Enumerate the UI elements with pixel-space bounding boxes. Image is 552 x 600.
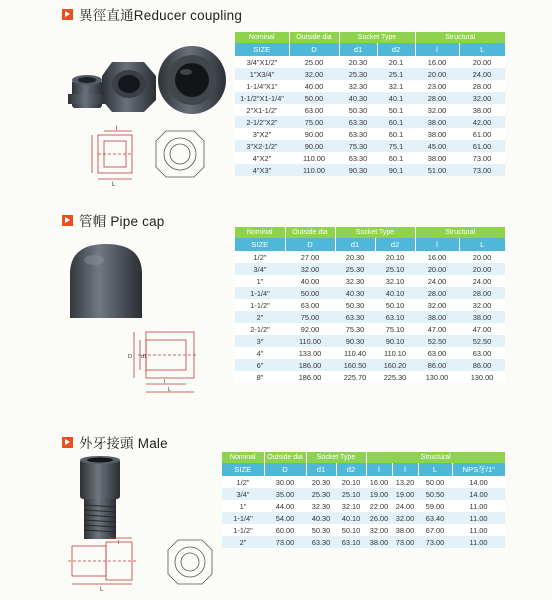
- table-row: [235, 263, 505, 275]
- male-title-row: [62, 434, 168, 450]
- value-cell: 20.00: [459, 56, 505, 68]
- value-cell: 40.30: [306, 512, 336, 524]
- male-drawing: [60, 536, 220, 592]
- value-cell: 225.30: [375, 371, 415, 383]
- value-cell: 52.50: [415, 335, 459, 347]
- cap-dim-L: L: [168, 387, 172, 393]
- value-cell: 38.00: [366, 536, 392, 548]
- table-row: [222, 512, 505, 524]
- value-cell: 63.30: [339, 128, 377, 140]
- table-row: [235, 92, 505, 104]
- header-group-cell: Structural: [415, 227, 505, 238]
- size-cell: 1-1/4": [235, 287, 285, 299]
- value-cell: 32.30: [335, 275, 375, 287]
- header-group-cell: Socket Type: [335, 227, 415, 238]
- size-cell: 3": [235, 335, 285, 347]
- table-header-group: [235, 227, 505, 238]
- value-cell: 60.00: [264, 524, 306, 536]
- reducer-title: 異徑直通Reducer coupling: [79, 8, 243, 23]
- table-row: [222, 536, 505, 548]
- value-cell: 73.00: [264, 536, 306, 548]
- reducer-photo: [60, 40, 230, 120]
- size-cell: 4"X2": [235, 152, 289, 164]
- value-cell: 32.00: [415, 104, 459, 116]
- table-row: [235, 164, 505, 176]
- value-cell: 40.00: [289, 80, 339, 92]
- value-cell: 63.30: [339, 116, 377, 128]
- table-row: [235, 347, 505, 359]
- value-cell: 38.00: [459, 104, 505, 116]
- header-group-cell: Nominal: [235, 32, 289, 43]
- value-cell: 54.00: [264, 512, 306, 524]
- value-cell: 90.1: [377, 164, 415, 176]
- value-cell: 32.30: [339, 80, 377, 92]
- table-row: [235, 116, 505, 128]
- value-cell: 32.1: [377, 80, 415, 92]
- cap-photo: [64, 240, 149, 320]
- table-row: [235, 128, 505, 140]
- size-cell: 3/4": [235, 263, 285, 275]
- value-cell: 38.00: [392, 524, 418, 536]
- value-cell: 28.00: [415, 287, 459, 299]
- value-cell: 73.00: [459, 164, 505, 176]
- value-cell: 11.00: [452, 512, 505, 524]
- value-cell: 52.50: [459, 335, 505, 347]
- value-cell: 86.00: [459, 359, 505, 371]
- value-cell: 22.00: [366, 500, 392, 512]
- value-cell: 28.00: [459, 80, 505, 92]
- value-cell: 35.00: [264, 488, 306, 500]
- value-cell: 25.30: [335, 263, 375, 275]
- size-cell: 4": [235, 347, 285, 359]
- header-group-cell: Outside dia: [264, 452, 306, 463]
- play-marker-icon: [62, 215, 73, 226]
- value-cell: 11.00: [452, 536, 505, 548]
- value-cell: 50.10: [336, 524, 366, 536]
- value-cell: 44.00: [264, 500, 306, 512]
- value-cell: 20.10: [375, 251, 415, 263]
- column-header: D: [285, 238, 335, 251]
- column-header: SIZE: [222, 463, 264, 476]
- value-cell: 63.40: [418, 512, 452, 524]
- value-cell: 20.00: [415, 263, 459, 275]
- value-cell: 60.1: [377, 116, 415, 128]
- value-cell: 11.00: [452, 524, 505, 536]
- value-cell: 186.00: [285, 359, 335, 371]
- value-cell: 63.00: [289, 104, 339, 116]
- value-cell: 90.30: [335, 335, 375, 347]
- value-cell: 75.00: [289, 116, 339, 128]
- column-header: l: [415, 43, 459, 56]
- value-cell: 28.00: [459, 287, 505, 299]
- table-row: [235, 287, 505, 299]
- male-photo: [70, 455, 130, 543]
- size-cell: 2-1/2": [235, 323, 285, 335]
- reducer-dim-l: l: [116, 126, 118, 132]
- reducer-title-row: [62, 6, 242, 22]
- value-cell: 75.00: [285, 311, 335, 323]
- value-cell: 25.30: [339, 68, 377, 80]
- column-header: d1: [335, 238, 375, 251]
- header-group-cell: Nominal: [235, 227, 285, 238]
- value-cell: 50.00: [285, 287, 335, 299]
- size-cell: 1": [235, 275, 285, 287]
- size-cell: 1-1/4": [222, 512, 264, 524]
- value-cell: 11.00: [452, 500, 505, 512]
- value-cell: 19.00: [366, 488, 392, 500]
- value-cell: 38.00: [415, 152, 459, 164]
- value-cell: 67.00: [418, 524, 452, 536]
- table-row: [235, 80, 505, 92]
- column-header: l: [366, 463, 392, 476]
- value-cell: 92.00: [285, 323, 335, 335]
- table-row: [235, 152, 505, 164]
- table-row: [235, 104, 505, 116]
- size-cell: 3"X2-1/2": [235, 140, 289, 152]
- value-cell: 32.00: [415, 299, 459, 311]
- value-cell: 63.10: [375, 311, 415, 323]
- value-cell: 40.1: [377, 92, 415, 104]
- cap-title: 管帽 Pipe cap: [79, 214, 165, 229]
- header-group-cell: Structural: [366, 452, 505, 463]
- column-header: D: [289, 43, 339, 56]
- value-cell: 16.00: [415, 56, 459, 68]
- size-cell: 4"X3": [235, 164, 289, 176]
- table-header: [235, 238, 505, 251]
- cap-title-row: [62, 212, 165, 228]
- value-cell: 20.30: [306, 476, 336, 488]
- value-cell: 63.30: [339, 152, 377, 164]
- value-cell: 24.00: [459, 275, 505, 287]
- header-group-cell: Socket Type: [339, 32, 415, 43]
- value-cell: 47.00: [415, 323, 459, 335]
- table-row: [235, 251, 505, 263]
- table-row: [235, 371, 505, 383]
- size-cell: 1": [222, 500, 264, 512]
- header-group-cell: Structural: [415, 32, 505, 43]
- male-title: 外牙接頭 Male: [79, 436, 168, 451]
- value-cell: 59.00: [418, 500, 452, 512]
- value-cell: 25.1: [377, 68, 415, 80]
- value-cell: 40.10: [336, 512, 366, 524]
- value-cell: 40.30: [335, 287, 375, 299]
- value-cell: 160.20: [375, 359, 415, 371]
- value-cell: 20.00: [415, 68, 459, 80]
- value-cell: 90.30: [339, 164, 377, 176]
- size-cell: 3/4"X1/2": [235, 56, 289, 68]
- value-cell: 63.30: [335, 311, 375, 323]
- cap-dim-l: l: [164, 379, 166, 385]
- value-cell: 20.00: [459, 251, 505, 263]
- value-cell: 20.30: [339, 56, 377, 68]
- value-cell: 73.00: [459, 152, 505, 164]
- value-cell: 90.00: [289, 140, 339, 152]
- size-cell: 6": [235, 359, 285, 371]
- table-row: [235, 359, 505, 371]
- male-dim-L: L: [100, 587, 104, 592]
- size-cell: 2": [235, 311, 285, 323]
- value-cell: 50.1: [377, 104, 415, 116]
- value-cell: 50.50: [418, 488, 452, 500]
- value-cell: 23.00: [415, 80, 459, 92]
- value-cell: 45.00: [415, 140, 459, 152]
- value-cell: 14.00: [452, 488, 505, 500]
- play-marker-icon: [62, 9, 73, 20]
- table-row: [235, 299, 505, 311]
- value-cell: 42.00: [459, 116, 505, 128]
- value-cell: 63.10: [336, 536, 366, 548]
- value-cell: 50.10: [375, 299, 415, 311]
- value-cell: 60.1: [377, 152, 415, 164]
- value-cell: 32.10: [375, 275, 415, 287]
- size-cell: 1-1/2"X1-1/4": [235, 92, 289, 104]
- value-cell: 60.1: [377, 128, 415, 140]
- table-header-group: [222, 452, 505, 463]
- value-cell: 32.30: [306, 500, 336, 512]
- male-dim-l: l: [118, 540, 120, 546]
- play-marker-icon: [62, 437, 73, 448]
- cap-dim-D: D: [128, 354, 132, 360]
- value-cell: 50.00: [418, 476, 452, 488]
- value-cell: 32.00: [459, 92, 505, 104]
- value-cell: 40.10: [375, 287, 415, 299]
- value-cell: 110.00: [285, 335, 335, 347]
- value-cell: 32.00: [392, 512, 418, 524]
- value-cell: 75.30: [339, 140, 377, 152]
- value-cell: 38.00: [415, 311, 459, 323]
- size-cell: 3"X2": [235, 128, 289, 140]
- value-cell: 61.00: [459, 140, 505, 152]
- table-row: [222, 488, 505, 500]
- value-cell: 186.00: [285, 371, 335, 383]
- value-cell: 32.10: [336, 500, 366, 512]
- value-cell: 47.00: [459, 323, 505, 335]
- value-cell: 32.00: [289, 68, 339, 80]
- value-cell: 75.10: [375, 323, 415, 335]
- value-cell: 19.00: [392, 488, 418, 500]
- table-row: [235, 311, 505, 323]
- value-cell: 75.30: [335, 323, 375, 335]
- table-header: [222, 463, 505, 476]
- value-cell: 32.00: [459, 299, 505, 311]
- value-cell: 225.70: [335, 371, 375, 383]
- header-group-cell: Nominal: [222, 452, 264, 463]
- table-header-group: [235, 32, 505, 43]
- male-spec-table: [222, 452, 505, 548]
- column-header: d1: [306, 463, 336, 476]
- value-cell: 40.00: [285, 275, 335, 287]
- table-row: [235, 68, 505, 80]
- value-cell: 51.00: [415, 164, 459, 176]
- value-cell: 26.00: [366, 512, 392, 524]
- value-cell: 25.30: [306, 488, 336, 500]
- value-cell: 38.00: [415, 116, 459, 128]
- value-cell: 20.30: [335, 251, 375, 263]
- size-cell: 1-1/2": [222, 524, 264, 536]
- value-cell: 28.00: [415, 92, 459, 104]
- value-cell: 63.00: [285, 299, 335, 311]
- value-cell: 16.00: [415, 251, 459, 263]
- column-header: L: [459, 238, 505, 251]
- value-cell: 20.1: [377, 56, 415, 68]
- value-cell: 50.00: [289, 92, 339, 104]
- size-cell: 2": [222, 536, 264, 548]
- value-cell: 90.00: [289, 128, 339, 140]
- value-cell: 27.00: [285, 251, 335, 263]
- value-cell: 86.00: [415, 359, 459, 371]
- value-cell: 50.30: [306, 524, 336, 536]
- reducer-dim-L: L: [112, 182, 116, 187]
- size-cell: 2-1/2"X2": [235, 116, 289, 128]
- value-cell: 75.1: [377, 140, 415, 152]
- value-cell: 38.00: [415, 128, 459, 140]
- column-header: L: [459, 43, 505, 56]
- value-cell: 38.00: [459, 311, 505, 323]
- value-cell: 13.20: [392, 476, 418, 488]
- value-cell: 50.30: [339, 104, 377, 116]
- size-cell: 8": [235, 371, 285, 383]
- value-cell: 16.00: [366, 476, 392, 488]
- table-row: [235, 56, 505, 68]
- value-cell: 20.10: [336, 476, 366, 488]
- value-cell: 50.30: [335, 299, 375, 311]
- value-cell: 24.00: [459, 68, 505, 80]
- value-cell: 110.40: [335, 347, 375, 359]
- column-header: d2: [375, 238, 415, 251]
- header-group-cell: Socket Type: [306, 452, 366, 463]
- size-cell: 2"X1-1/2": [235, 104, 289, 116]
- table-row: [222, 476, 505, 488]
- value-cell: 14.00: [452, 476, 505, 488]
- value-cell: 130.00: [459, 371, 505, 383]
- cap-dim-d1: d1: [141, 354, 148, 360]
- column-header: d2: [336, 463, 366, 476]
- table-row: [222, 500, 505, 512]
- header-group-cell: Outside dia: [289, 32, 339, 43]
- column-header: L: [418, 463, 452, 476]
- value-cell: 32.00: [285, 263, 335, 275]
- column-header: NPS牙/1": [452, 463, 505, 476]
- value-cell: 73.00: [418, 536, 452, 548]
- value-cell: 73.00: [392, 536, 418, 548]
- reducer-spec-table: [235, 32, 505, 176]
- value-cell: 61.00: [459, 128, 505, 140]
- value-cell: 32.00: [366, 524, 392, 536]
- value-cell: 25.10: [336, 488, 366, 500]
- value-cell: 63.30: [306, 536, 336, 548]
- size-cell: 1-1/4"X1": [235, 80, 289, 92]
- value-cell: 110.00: [289, 152, 339, 164]
- value-cell: 110.10: [375, 347, 415, 359]
- table-header: [235, 43, 505, 56]
- column-header: l: [392, 463, 418, 476]
- value-cell: 63.00: [459, 347, 505, 359]
- header-group-cell: Outside dia: [285, 227, 335, 238]
- table-row: [235, 140, 505, 152]
- value-cell: 110.00: [289, 164, 339, 176]
- column-header: d1: [339, 43, 377, 56]
- size-cell: 1/2": [235, 251, 285, 263]
- value-cell: 25.10: [375, 263, 415, 275]
- table-row: [235, 335, 505, 347]
- value-cell: 20.00: [459, 263, 505, 275]
- column-header: SIZE: [235, 238, 285, 251]
- value-cell: 90.10: [375, 335, 415, 347]
- reducer-drawing: [86, 125, 221, 187]
- value-cell: 25.00: [289, 56, 339, 68]
- value-cell: 24.00: [415, 275, 459, 287]
- column-header: D: [264, 463, 306, 476]
- value-cell: 30.00: [264, 476, 306, 488]
- column-header: d2: [377, 43, 415, 56]
- table-row: [222, 524, 505, 536]
- size-cell: 3/4": [222, 488, 264, 500]
- column-header: SIZE: [235, 43, 289, 56]
- value-cell: 24.00: [392, 500, 418, 512]
- cap-drawing: [128, 322, 218, 397]
- value-cell: 130.00: [415, 371, 459, 383]
- value-cell: 40.30: [339, 92, 377, 104]
- cap-spec-table: [235, 227, 505, 383]
- value-cell: 63.00: [415, 347, 459, 359]
- value-cell: 133.00: [285, 347, 335, 359]
- table-row: [235, 323, 505, 335]
- column-header: l: [415, 238, 459, 251]
- value-cell: 160.50: [335, 359, 375, 371]
- size-cell: 1-1/2": [235, 299, 285, 311]
- size-cell: 1"X3/4": [235, 68, 289, 80]
- table-row: [235, 275, 505, 287]
- size-cell: 1/2": [222, 476, 264, 488]
